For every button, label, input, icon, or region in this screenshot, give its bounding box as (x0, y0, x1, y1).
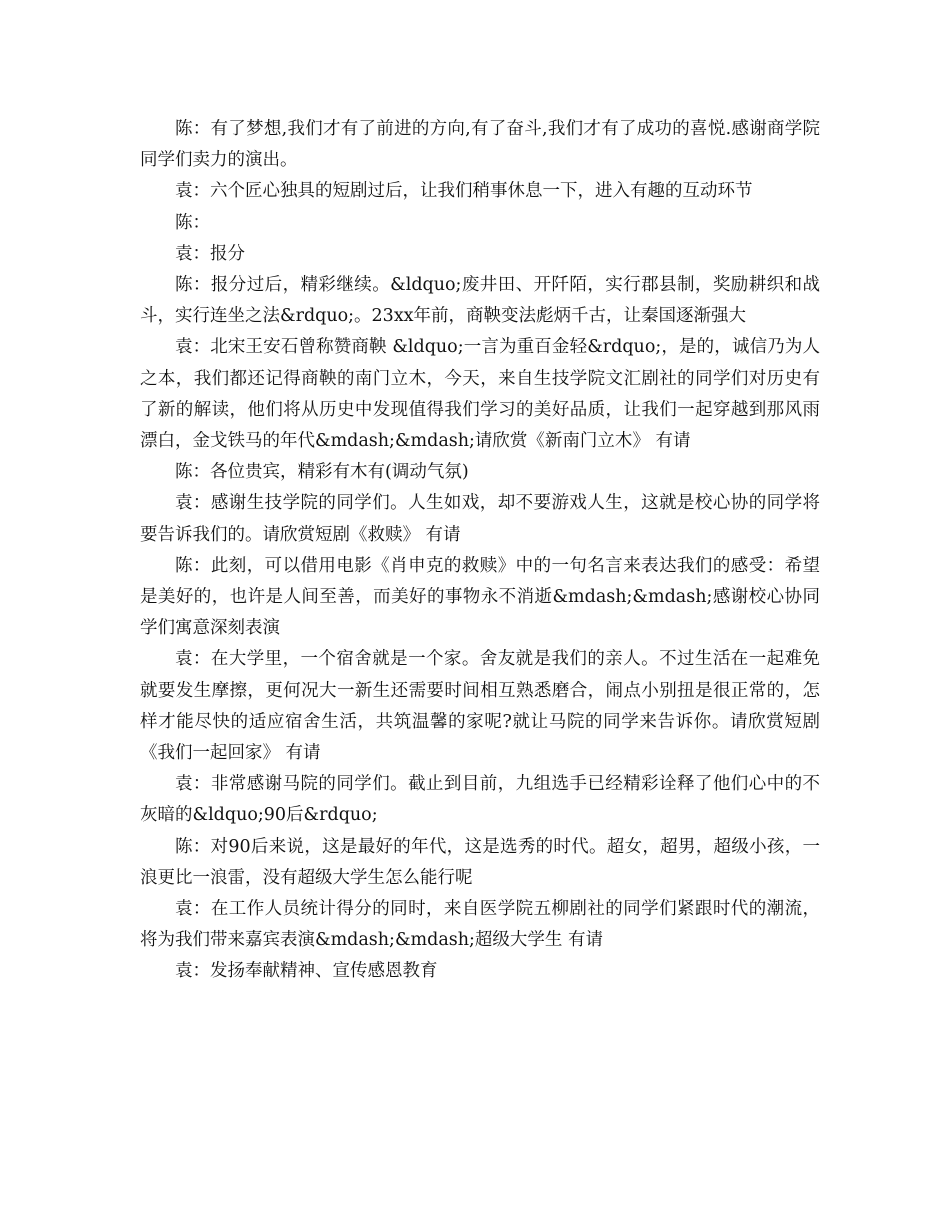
dialogue-paragraph: 袁：在工作人员统计得分的同时，来自医学院五柳剧社的同学们紧跟时代的潮流，将为我们带来嘉宾表演&mdash;&mdash;超级大学生 有请 (140, 899, 820, 951)
dialogue-paragraph: 陈：有了梦想,我们才有了前进的方向,有了奋斗,我们才有了成功的喜悦.感谢商学院同学们卖力的演出。 (140, 119, 820, 171)
dialogue-paragraph: 袁：感谢生技学院的同学们。人生如戏，却不要游戏人生，这就是校心协的同学将要告诉我们的。请欣赏短剧《救赎》 有请 (140, 493, 820, 545)
dialogue-paragraph: 陈：对90后来说，这是最好的年代，这是选秀的时代。超女，超男，超级小孩，一浪更比一浪雷，没有超级大学生怎么能行呢 (140, 836, 820, 888)
dialogue-paragraph: 袁：报分 (175, 243, 245, 264)
dialogue-paragraph: 袁：在大学里，一个宿舍就是一个家。舍友就是我们的亲人。不过生活在一起难免就要发生摩擦，更何况大一新生还需要时间相互熟悉磨合，闹点小别扭是很正常的，怎样才能尽快的适应宿舍生活，共筑温馨的家呢?就让马院的同学来告诉你。请欣赏短剧《我们一起回家》 有请 (140, 649, 820, 764)
dialogue-paragraph: 陈：各位贵宾，精彩有木有(调动气氛) (175, 462, 469, 483)
dialogue-paragraph: 陈：报分过后，精彩继续。&ldquo;废井田、开阡陌，实行郡县制，奖励耕织和战斗，实行连坐之法&rdquo;。23xx年前，商鞅变法彪炳千古，让秦国逐渐强大 (140, 275, 820, 327)
dialogue-paragraph: 陈：此刻，可以借用电影《肖申克的救赎》中的一句名言来表达我们的感受：希望是美好的，也许是人间至善，而美好的事物永不消逝&mdash;&mdash;感谢校心协同学们寓意深刻表演 (140, 555, 820, 639)
dialogue-paragraph: 袁：北宋王安石曾称赞商鞅 &ldquo;一言为重百金轻&rdquo;，是的，诚信乃为人之本，我们都还记得商鞅的南门立木，今天，来自生技学院文汇剧社的同学们对历史有了新的解读，他们将从历史中发现值得我们学习的美好品质，让我们一起穿越到那风雨漂白，金戈铁马的年代&mdash;&mdash;请欣赏《新南门立木》 有请 (140, 337, 820, 452)
dialogue-paragraph: 袁：非常感谢马院的同学们。截止到目前，九组选手已经精彩诠释了他们心中的不灰暗的&ldquo;90后&rdquo; (140, 774, 820, 826)
dialogue-paragraph: 袁：六个匠心独具的短剧过后，让我们稍事休息一下，进入有趣的互动环节 (175, 181, 753, 202)
document-body (140, 114, 820, 988)
dialogue-paragraph: 袁：发扬奉献精神、宣传感恩教育 (175, 961, 438, 982)
dialogue-paragraph: 陈： (175, 212, 210, 233)
